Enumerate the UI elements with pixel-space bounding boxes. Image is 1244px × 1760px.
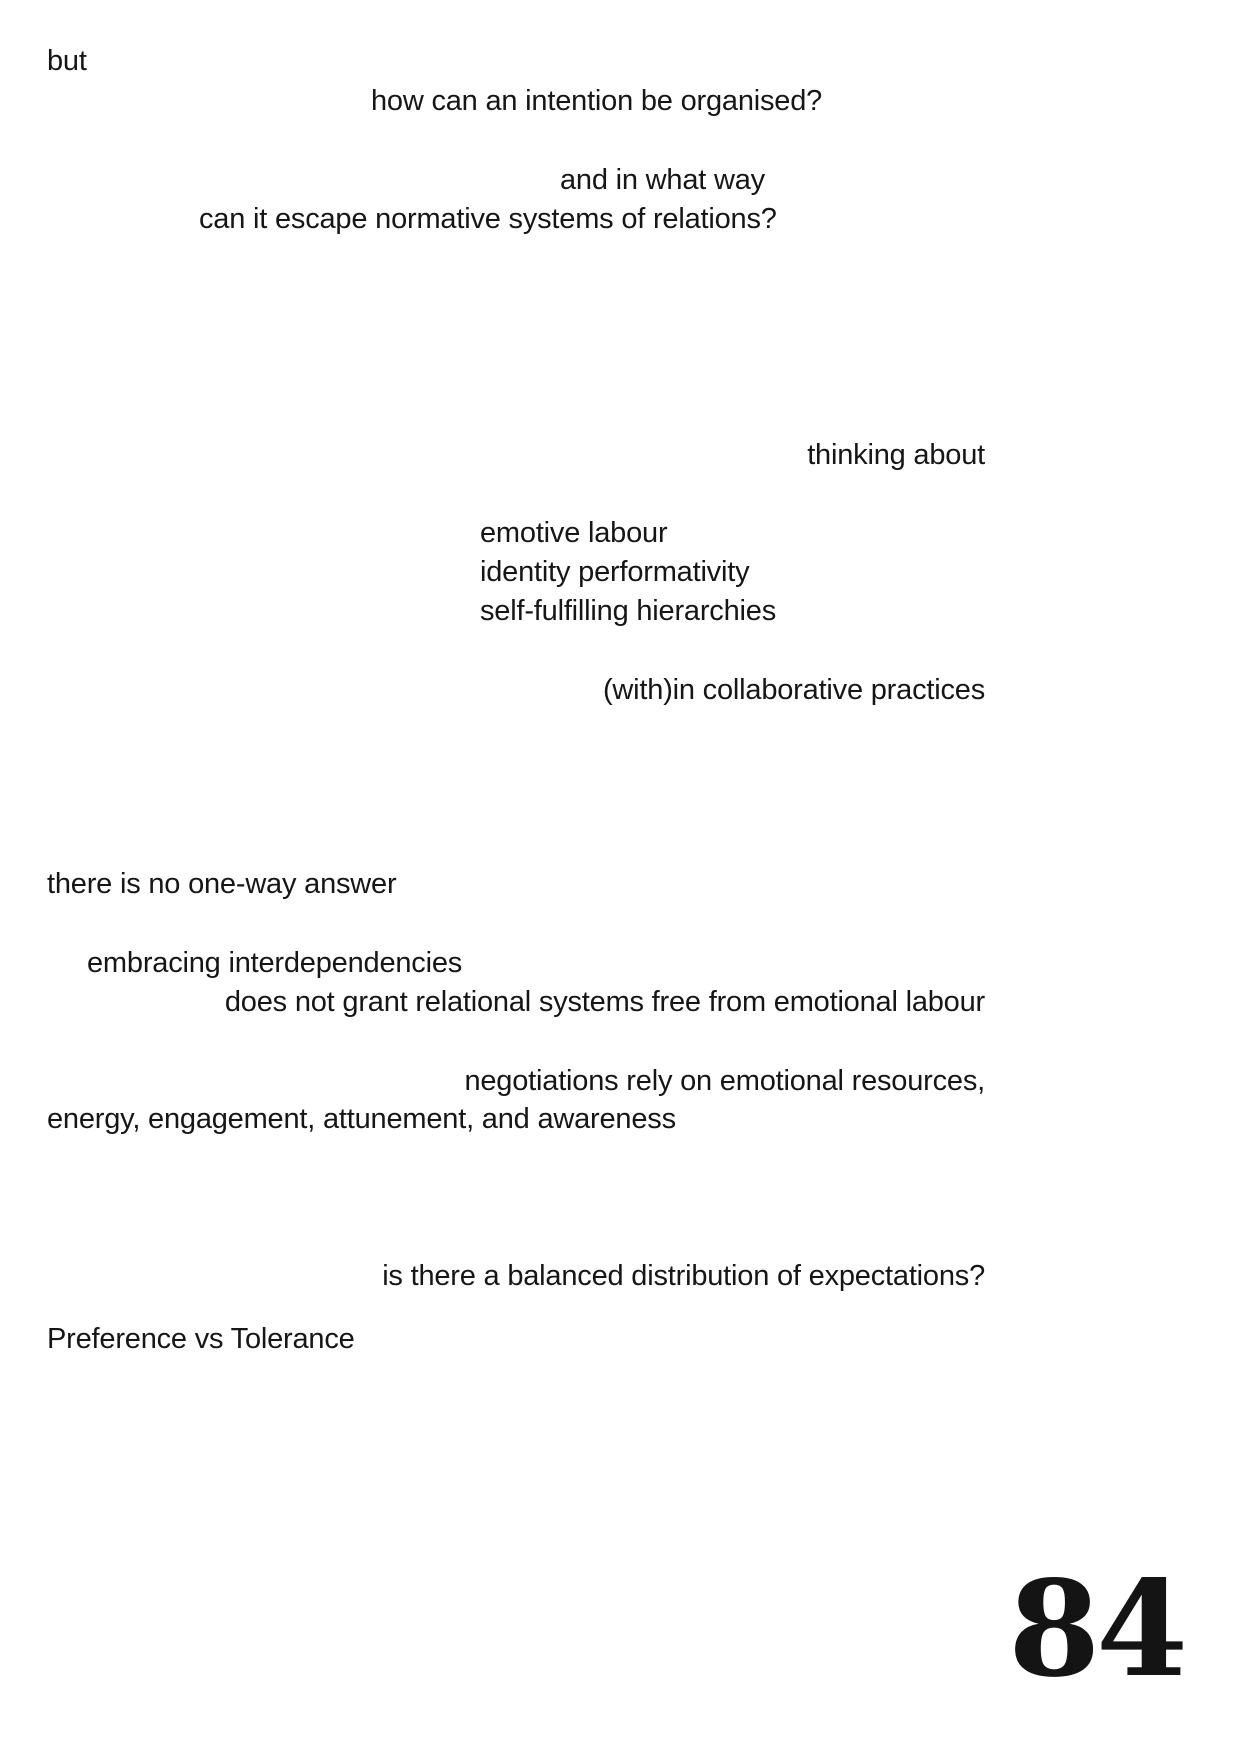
- poem-line-no-one-way-answer: there is no one-way answer: [47, 868, 397, 900]
- poem-line-energy-engagement: energy, engagement, attunement, and awareness: [47, 1103, 676, 1135]
- poem-line-identity-performativity: identity performativity: [480, 556, 750, 588]
- poem-line-emotional-labour: does not grant relational systems free from emotional labour: [224, 986, 985, 1018]
- poem-line-in-what-way: and in what way: [560, 164, 765, 196]
- poem-line-embracing-interdependencies: embracing interdependencies: [87, 947, 463, 979]
- poem-line-preference-vs-tolerance: Preference vs Tolerance: [47, 1323, 355, 1355]
- poem-line-collaborative-practices: (with)in collaborative practices: [602, 674, 985, 706]
- poem-line-but: but: [47, 45, 87, 77]
- poem-line-emotive-labour: emotive labour: [480, 517, 668, 549]
- poem-line-balanced-distribution: is there a balanced distribution of expectations?: [382, 1260, 985, 1292]
- poem-line-negotiations: negotiations rely on emotional resources,: [464, 1065, 985, 1097]
- poem-line-intention-question: how can an intention be organised?: [371, 85, 823, 117]
- poem-line-self-fulfilling-hierarchies: self-fulfilling hierarchies: [480, 595, 776, 627]
- poem-line-escape-question: can it escape normative systems of relations?: [199, 203, 777, 235]
- page-number: 84: [1008, 1552, 1184, 1707]
- poem-line-thinking-about: thinking about: [807, 439, 985, 471]
